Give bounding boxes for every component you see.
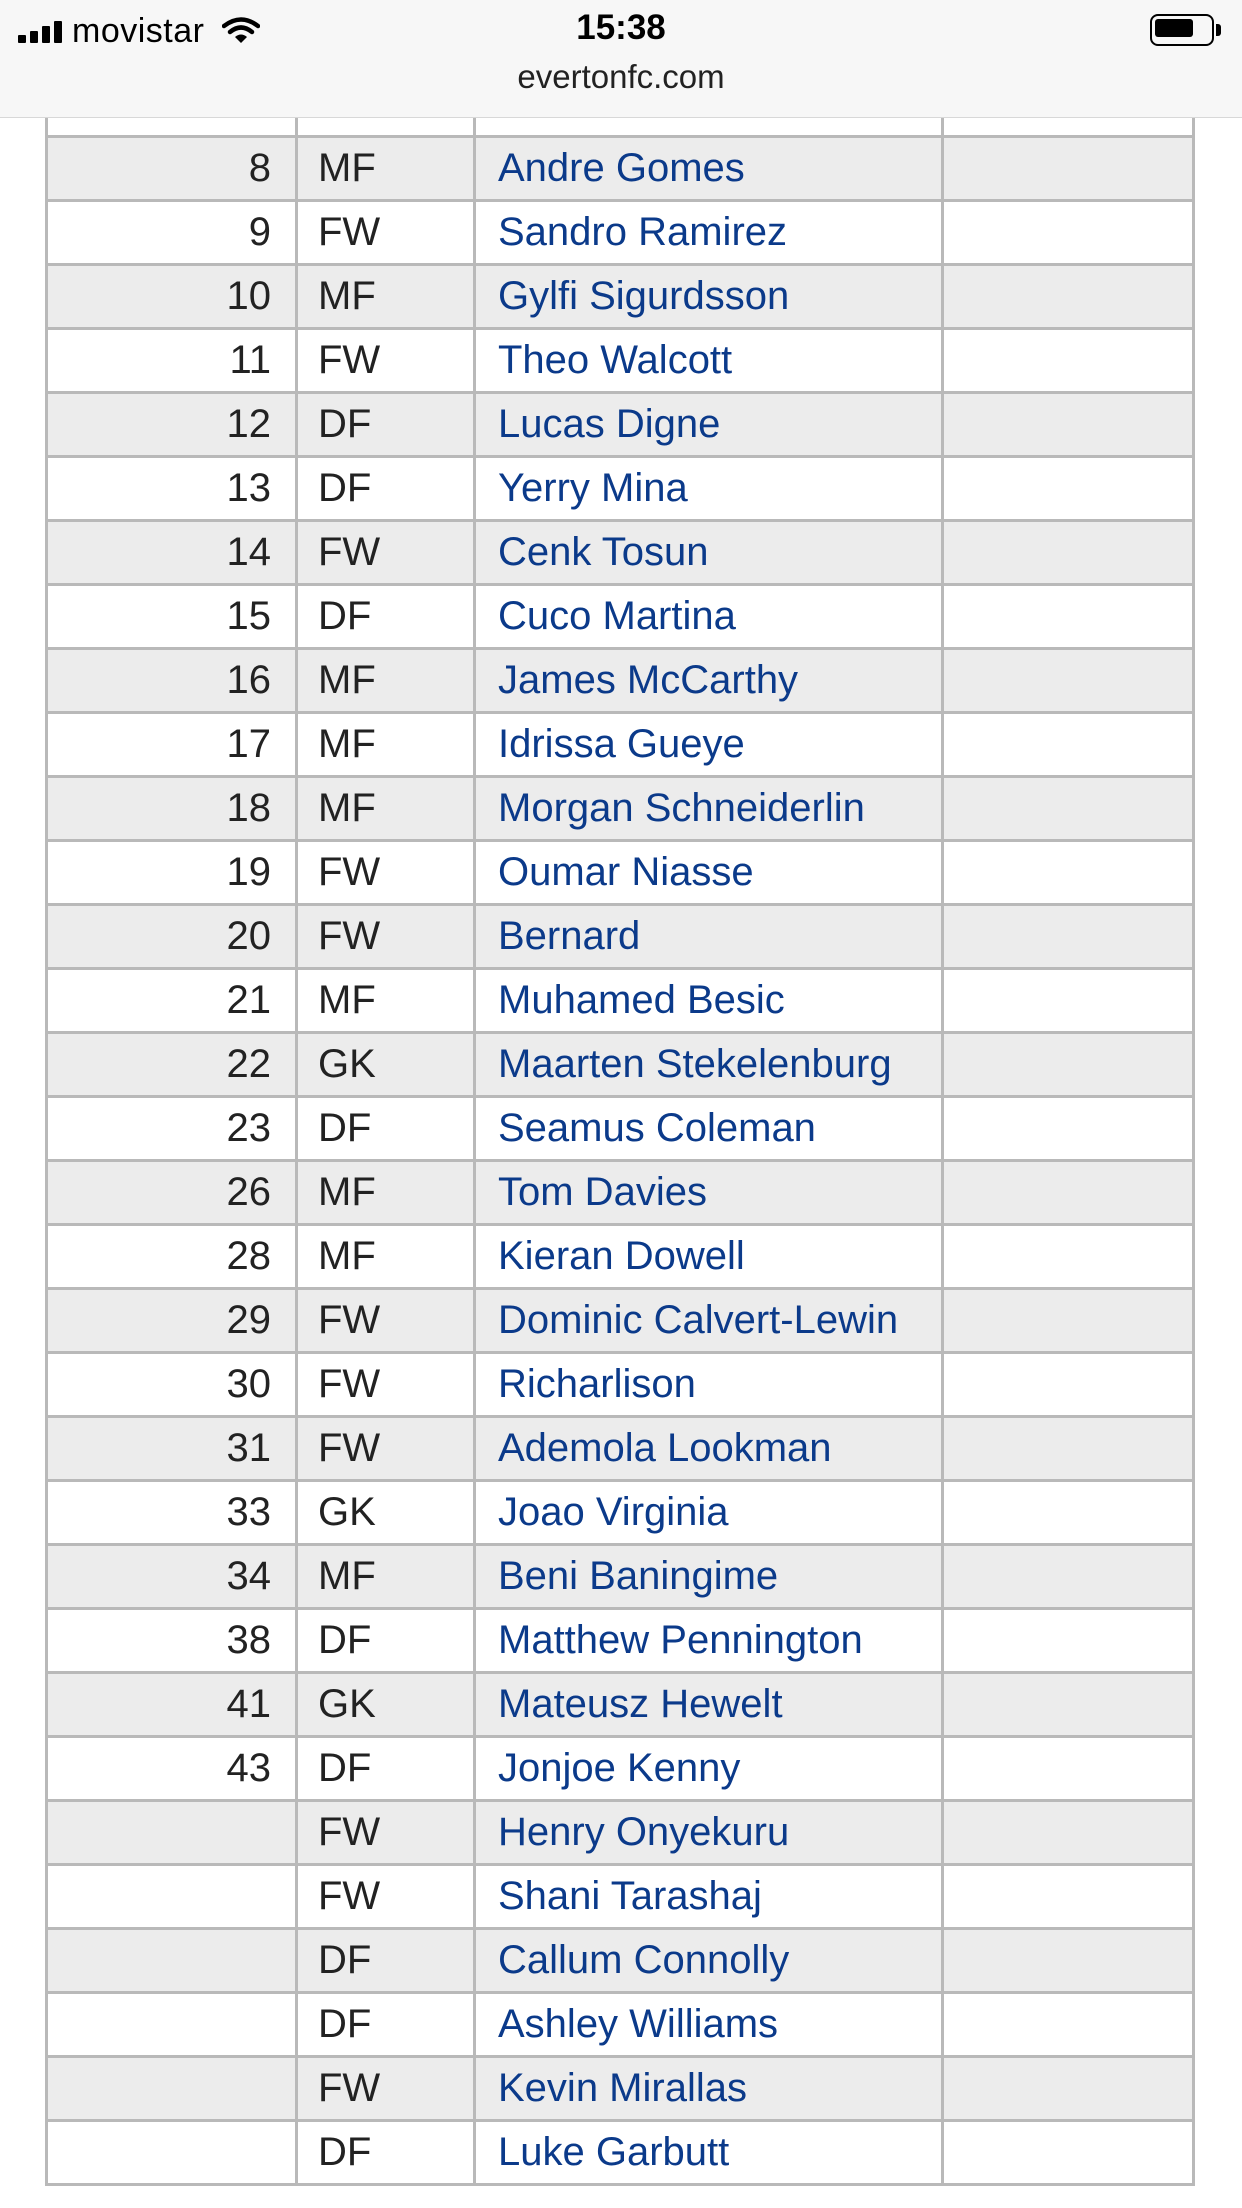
table-row <box>45 522 1195 586</box>
table-row <box>45 202 1195 266</box>
player-number: 26 <box>45 1162 295 1223</box>
player-number: 13 <box>45 458 295 519</box>
player-name-link[interactable]: Joao Virginia <box>473 1482 941 1543</box>
empty-cell <box>941 202 1195 263</box>
player-position: FW <box>295 1354 473 1415</box>
player-name-link[interactable]: Oumar Niasse <box>473 842 941 903</box>
player-position: DF <box>295 586 473 647</box>
battery-icon <box>1150 14 1222 46</box>
player-name-link[interactable]: Kevin Mirallas <box>473 2058 941 2119</box>
player-number <box>45 1930 295 1991</box>
player-number: 20 <box>45 906 295 967</box>
empty-cell <box>941 1802 1195 1863</box>
table-row <box>45 1418 1195 1482</box>
empty-cell <box>941 1226 1195 1287</box>
player-name-link[interactable]: Sandro Ramirez <box>473 202 941 263</box>
player-number <box>45 1866 295 1927</box>
player-number: 22 <box>45 1034 295 1095</box>
empty-cell <box>941 1610 1195 1671</box>
table-row <box>45 1674 1195 1738</box>
player-name-link[interactable]: Henry Onyekuru <box>473 1802 941 1863</box>
empty-cell <box>941 394 1195 455</box>
empty-cell <box>941 522 1195 583</box>
player-position: FW <box>295 1866 473 1927</box>
address-bar-url[interactable]: evertonfc.com <box>517 58 725 95</box>
player-name-link[interactable]: Andre Gomes <box>473 138 941 199</box>
player-number <box>45 1994 295 2055</box>
player-position: MF <box>295 1162 473 1223</box>
player-name-link[interactable]: James McCarthy <box>473 650 941 711</box>
player-position: MF <box>295 266 473 327</box>
empty-cell <box>941 778 1195 839</box>
player-number: 33 <box>45 1482 295 1543</box>
empty-cell <box>941 1162 1195 1223</box>
player-position: DF <box>295 1994 473 2055</box>
player-number: 12 <box>45 394 295 455</box>
table-row <box>45 330 1195 394</box>
player-number: 21 <box>45 970 295 1031</box>
empty-cell <box>941 1098 1195 1159</box>
empty-cell <box>941 1290 1195 1351</box>
player-name-link[interactable]: Gylfi Sigurdsson <box>473 266 941 327</box>
table-row <box>45 1034 1195 1098</box>
player-name-link[interactable]: Dominic Calvert-Lewin <box>473 1290 941 1351</box>
carrier-name: movistar <box>72 11 205 50</box>
empty-cell <box>941 1866 1195 1927</box>
player-name-link[interactable]: Maarten Stekelenburg <box>473 1034 941 1095</box>
player-number: 23 <box>45 1098 295 1159</box>
player-position: GK <box>295 1674 473 1735</box>
player-position: MF <box>295 778 473 839</box>
browser-status-bar <box>0 0 1242 118</box>
table-row <box>45 714 1195 778</box>
player-name-link[interactable]: Tom Davies <box>473 1162 941 1223</box>
table-row <box>45 1994 1195 2058</box>
player-name-link[interactable]: Cuco Martina <box>473 586 941 647</box>
player-position: FW <box>295 522 473 583</box>
table-row <box>45 2122 1195 2186</box>
player-number: 11 <box>45 330 295 391</box>
player-name-link[interactable]: Bernard <box>473 906 941 967</box>
player-number: 18 <box>45 778 295 839</box>
player-position: DF <box>295 1738 473 1799</box>
player-number: 43 <box>45 1738 295 1799</box>
empty-cell <box>941 1354 1195 1415</box>
empty-cell <box>941 330 1195 391</box>
empty-cell <box>941 2058 1195 2119</box>
player-number <box>45 2058 295 2119</box>
table-row <box>45 458 1195 522</box>
player-position: GK <box>295 1482 473 1543</box>
player-position: FW <box>295 1418 473 1479</box>
table-row <box>45 1162 1195 1226</box>
player-position: FW <box>295 1802 473 1863</box>
player-position: FW <box>295 202 473 263</box>
empty-cell <box>941 1930 1195 1991</box>
player-number: 30 <box>45 1354 295 1415</box>
player-name-link[interactable]: Mateusz Hewelt <box>473 1674 941 1735</box>
player-number: 31 <box>45 1418 295 1479</box>
player-name-link[interactable]: Shani Tarashaj <box>473 1866 941 1927</box>
player-name-link[interactable]: Idrissa Gueye <box>473 714 941 775</box>
table-row-partial <box>45 118 1195 138</box>
player-position: MF <box>295 1226 473 1287</box>
player-name-link[interactable]: Beni Baningime <box>473 1546 941 1607</box>
player-number: 9 <box>45 202 295 263</box>
player-number: 10 <box>45 266 295 327</box>
player-position: FW <box>295 842 473 903</box>
player-name-link[interactable]: Ademola Lookman <box>473 1418 941 1479</box>
player-number: 38 <box>45 1610 295 1671</box>
table-row <box>45 650 1195 714</box>
player-name-link[interactable]: Callum Connolly <box>473 1930 941 1991</box>
player-name-link[interactable]: Seamus Coleman <box>473 1098 941 1159</box>
table-row <box>45 1354 1195 1418</box>
player-position: MF <box>295 970 473 1031</box>
table-row <box>45 906 1195 970</box>
empty-cell <box>941 842 1195 903</box>
player-number: 17 <box>45 714 295 775</box>
player-position: FW <box>295 906 473 967</box>
table-row <box>45 1738 1195 1802</box>
player-position: MF <box>295 1546 473 1607</box>
empty-cell <box>941 458 1195 519</box>
player-position: FW <box>295 2058 473 2119</box>
table-row <box>45 1802 1195 1866</box>
empty-cell <box>941 1994 1195 2055</box>
empty-cell <box>941 906 1195 967</box>
player-position: DF <box>295 1098 473 1159</box>
table-row <box>45 138 1195 202</box>
player-name-link[interactable]: Lucas Digne <box>473 394 941 455</box>
empty-cell <box>941 1418 1195 1479</box>
table-row <box>45 394 1195 458</box>
player-name-link[interactable]: Ashley Williams <box>473 1994 941 2055</box>
player-name-link[interactable]: Jonjoe Kenny <box>473 1738 941 1799</box>
player-position: DF <box>295 2122 473 2183</box>
player-name-link[interactable]: Matthew Pennington <box>473 1610 941 1671</box>
empty-cell <box>941 138 1195 199</box>
player-name-link[interactable]: Kieran Dowell <box>473 1226 941 1287</box>
player-number: 19 <box>45 842 295 903</box>
table-row <box>45 842 1195 906</box>
status-time: 15:38 <box>576 8 666 47</box>
player-name-link[interactable]: Richarlison <box>473 1354 941 1415</box>
player-number: 8 <box>45 138 295 199</box>
table-row <box>45 1290 1195 1354</box>
empty-cell <box>941 1674 1195 1735</box>
table-row <box>45 1610 1195 1674</box>
table-row <box>45 1930 1195 1994</box>
player-name-link[interactable]: Cenk Tosun <box>473 522 941 583</box>
player-position: DF <box>295 458 473 519</box>
player-name-link[interactable]: Theo Walcott <box>473 330 941 391</box>
squad-table <box>45 118 1195 2186</box>
player-position: DF <box>295 1610 473 1671</box>
player-number <box>45 2122 295 2183</box>
empty-cell <box>941 2122 1195 2183</box>
player-number: 14 <box>45 522 295 583</box>
table-row <box>45 266 1195 330</box>
empty-cell <box>941 1482 1195 1543</box>
player-number: 15 <box>45 586 295 647</box>
player-number: 28 <box>45 1226 295 1287</box>
player-number: 16 <box>45 650 295 711</box>
player-number: 41 <box>45 1674 295 1735</box>
player-position: MF <box>295 714 473 775</box>
table-row <box>45 1546 1195 1610</box>
empty-cell <box>941 1546 1195 1607</box>
player-position: GK <box>295 1034 473 1095</box>
empty-cell <box>941 586 1195 647</box>
player-position: DF <box>295 394 473 455</box>
player-position: FW <box>295 330 473 391</box>
table-row <box>45 586 1195 650</box>
player-name-link[interactable]: Luke Garbutt <box>473 2122 941 2183</box>
empty-cell <box>941 1034 1195 1095</box>
player-name-link[interactable]: Muhamed Besic <box>473 970 941 1031</box>
table-row <box>45 970 1195 1034</box>
player-position: DF <box>295 1930 473 1991</box>
empty-cell <box>941 1738 1195 1799</box>
player-number <box>45 1802 295 1863</box>
empty-cell <box>941 970 1195 1031</box>
empty-cell <box>941 714 1195 775</box>
table-row <box>45 1226 1195 1290</box>
player-number: 29 <box>45 1290 295 1351</box>
player-number: 34 <box>45 1546 295 1607</box>
player-position: FW <box>295 1290 473 1351</box>
player-name-link[interactable]: Morgan Schneiderlin <box>473 778 941 839</box>
player-position: MF <box>295 138 473 199</box>
player-name-link[interactable]: Yerry Mina <box>473 458 941 519</box>
table-row <box>45 2058 1195 2122</box>
empty-cell <box>941 650 1195 711</box>
player-position: MF <box>295 650 473 711</box>
table-row <box>45 1482 1195 1546</box>
table-row <box>45 1866 1195 1930</box>
empty-cell <box>941 266 1195 327</box>
table-row <box>45 1098 1195 1162</box>
table-row <box>45 778 1195 842</box>
